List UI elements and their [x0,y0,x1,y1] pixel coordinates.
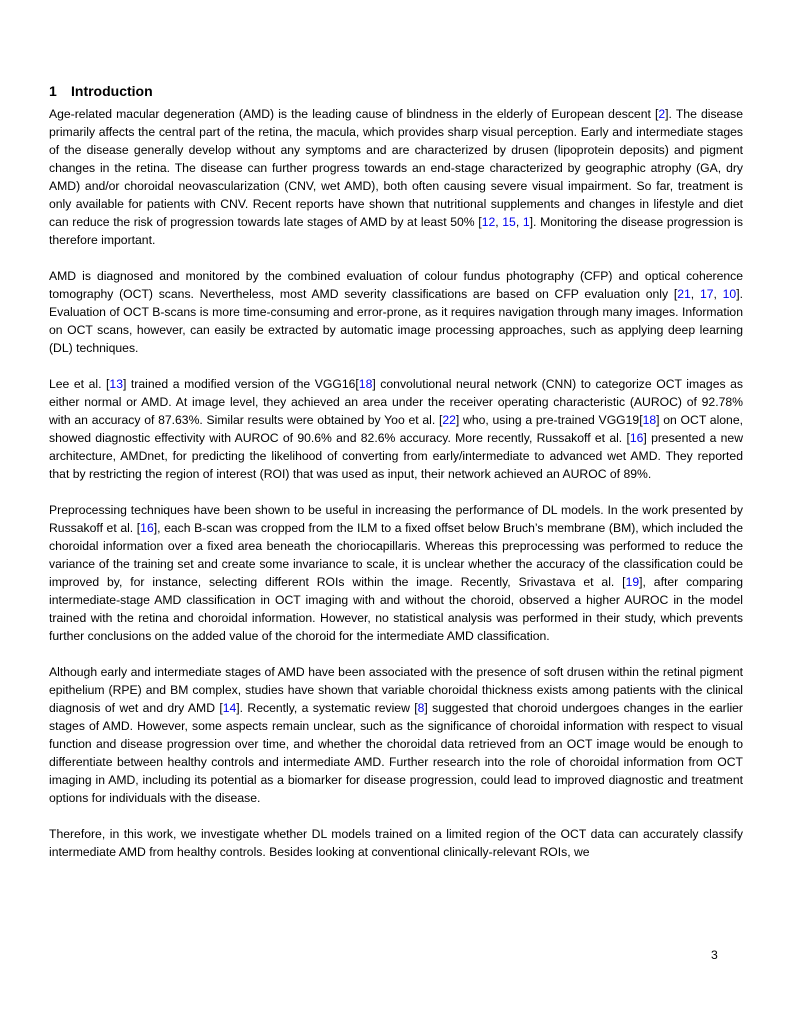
citation-link[interactable]: 14 [222,701,237,715]
citation-link[interactable]: 12 [481,215,496,229]
page-number: 3 [711,948,718,962]
text-run: Age-related macular degeneration (AMD) is the leading cause of blindness in the elderly of European descent [ [49,107,659,121]
citation-link[interactable]: 17 [699,287,714,301]
citation-link[interactable]: 22 [442,413,456,427]
text-run: ]. Monitoring the disease progression is therefore important. [49,215,743,247]
citation-link[interactable]: 1 [522,215,530,229]
text-run: ] suggested that choroid undergoes changes in the earlier stages of AMD. However, some aspects remain unclear, such as the significance of choroidal information with respect to visual function and disease progression over time, and whether the choroidal data retrieved from an OCT image would be enough to differentiate between healthy controls and intermediate AMD. Further research into the role of choroidal information from OCT imaging in AMD, including its potential as a biomarker for disease progression, could lead to improved diagnostic and treatment options for individuals with the disease. [49,701,743,805]
text-run: , [495,215,503,229]
text-run: ] convolutional neural network (CNN) to categorize OCT images as either normal or AMD. At image level, they achieved an area under the receiver operating characteristic (AUROC) of 92.78% with an accuracy of 87.63%. Similar results were obtained by Yoo et al. [ [49,377,744,427]
text-run: , [713,287,723,301]
citation-link[interactable]: 18 [358,377,373,391]
text-run: , [690,287,700,301]
text-run: ]. Evaluation of OCT B-scans is more time-consuming and error-prone, as it requires navigation through many images. Information on OCT scans, however, can easily be extracted by automatic image processing approaches, such as applying deep learning (DL) techniques. [49,287,743,355]
text-run: AMD is diagnosed and monitored by the combined evaluation of colour fundus photography (CFP) and optical coherence tomography (OCT) scans. Nevertheless, most AMD severity classifications are based on CFP evaluation only [ [49,269,743,301]
text-run: Preprocessing techniques have been shown to be useful in increasing the performance of DL models. In the work presented by Russakoff et al. [ [49,503,743,535]
section-heading [49,83,153,99]
text-run: Therefore, in this work, we investigate whether DL models trained on a limited region of the OCT data can accurately classify intermediate AMD from healthy controls. Besides looking at conventional clinically-relevant ROIs, we [49,827,743,859]
paragraph [49,501,743,645]
citation-link[interactable]: 8 [417,701,425,715]
text-run: ] trained a modified version of the VGG16[ [122,377,359,391]
paragraph [49,825,743,861]
text-run: ], after comparing intermediate-stage AMD classification in OCT imaging with and without the choroid, observed a higher AUROC in the model trained with the retina and choroidal information. However, no statistical analysis was performed in their study, which prevents further conclusions on the added value of the choroid for the intermediate AMD classification. [49,575,743,643]
citation-link[interactable]: 13 [109,377,123,391]
text-run: Although early and intermediate stages of AMD have been associated with the presence of soft drusen within the retinal pigment epithelium (RPE) and BM complex, studies have shown that variable choroidal thickness exists among patients with the clinical diagnosis of wet and dry AMD [ [49,665,743,715]
citation-link[interactable]: 16 [140,521,154,535]
section-title: Introduction [71,83,153,99]
text-run: Lee et al. [ [49,377,110,391]
citation-link[interactable]: 2 [658,107,666,121]
text-run: ]. The disease primarily affects the central part of the retina, the macula, which provides sharp visual perception. Early and intermediate stages of the disease generally develop without any symptoms and are characterized by drusen (lipoprotein deposits) and pigment changes in the retina. The disease can further progress towards an end-stage characterized by geographic atrophy (GA, dry AMD) and/or choroidal neovascularization (CNV, wet AMD), both often causing severe visual impairment. So far, treatment is only available for patients with CNV. Recent reports have shown that nutritional supplements and changes in lifestyle and diet can reduce the risk of progression towards late stages of AMD by at least 50% [ [49,107,743,229]
citation-link[interactable]: 19 [625,575,640,589]
text-run: ], each B-scan was cropped from the ILM to a fixed offset below Bruch’s membrane (BM), which included the choroidal information over a fixed area beneath the choriocapillaris. Whereas this preprocessing was performed to reduce the variance of the training set and create some invariance to scale, it is unclear whether the accuracy of the classification could be improved by, for instance, selecting different ROIs within the image. Recently, Srivastava et al. [ [49,521,743,589]
paragraph [49,663,743,807]
text-run: , [515,215,523,229]
citation-link[interactable]: 16 [629,431,644,445]
text-run: ] on OCT alone, showed diagnostic effectivity with AUROC of 90.6% and 82.6% accuracy. More recently, Russakoff et al. [ [49,413,744,445]
text-run: ] presented a new architecture, AMDnet, for predicting the likelihood of converting from early/intermediate to advanced wet AMD. They reported that by restricting the region of interest (ROI) that was used as input, their network achieved an AUROC of 89%. [49,431,743,481]
paragraph [49,105,743,249]
paragraph [49,267,743,357]
paper-body [49,105,743,879]
text-run: ] who, using a pre-trained VGG19[ [455,413,643,427]
citation-link[interactable]: 18 [642,413,657,427]
paragraph [49,375,743,483]
citation-link[interactable]: 15 [502,215,516,229]
section-number: 1 [49,83,57,99]
citation-link[interactable]: 21 [677,287,691,301]
citation-link[interactable]: 10 [722,287,737,301]
text-run: ]. Recently, a systematic review [ [236,701,418,715]
